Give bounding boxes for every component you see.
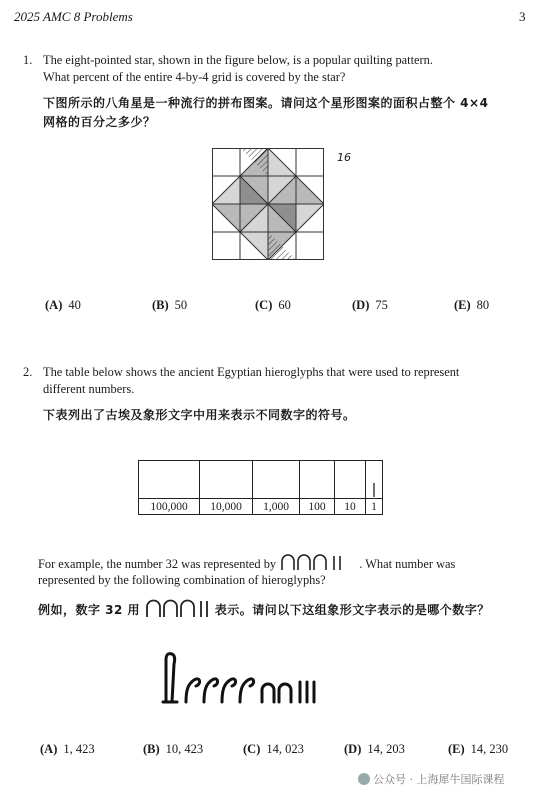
example-text-b: . What number was [359,557,456,571]
problem2-text-line2: different numbers. [43,382,135,396]
choice-value: 50 [174,298,188,312]
choice-label: (D) [344,742,362,756]
problem1-choice-d[interactable] [352,298,388,313]
choice-value: 10, 423 [165,742,204,756]
value-cell: 10,000 [200,499,253,515]
choice-value: 60 [278,298,291,312]
problem1-number: 1. [23,53,33,67]
choice-label: (B) [143,742,160,756]
problem1-zh [43,94,543,132]
choice-label: (E) [454,298,471,312]
problem1-text-line2: What percent of the entire 4-by-4 grid is covered by the star? [43,70,346,84]
hieroglyph-32-inline-icon [145,598,215,618]
hieroglyph-32-inline-icon [280,553,358,571]
value-cell: 1 [366,499,383,515]
choice-value: 75 [375,298,388,312]
problem2-number: 2. [23,365,33,379]
hieroglyph-symbol-row [139,461,383,499]
arch-glyph [279,684,291,702]
choice-value: 14, 230 [470,742,509,756]
problem1-text [43,52,543,86]
hieroglyph-table [138,460,383,515]
coil-glyph [204,679,218,702]
choice-value: 14, 023 [266,742,304,756]
choice-value: 14, 203 [367,742,405,756]
problem2-example-line2: represented by the following combination of hieroglyphs? [38,573,326,587]
value-cell: 1,000 [253,499,300,515]
problem2-choice-c[interactable] [243,742,304,757]
symbol-10000 [200,461,253,499]
problem1-text-line1: The eight-pointed star, shown in the figure below, is a popular quilting pattern. [43,53,433,67]
problem2-text [43,364,548,398]
choice-label: (B) [152,298,169,312]
symbol-100000 [139,461,200,499]
symbol-1 [366,461,383,499]
problem2-choice-b[interactable] [143,742,203,757]
eight-pointed-star-figure [212,148,324,260]
problem2-zh-example [38,598,490,620]
coil-glyph [240,679,254,702]
example-text-a: For example, the number 32 was represented by [38,557,277,571]
arch-glyph [262,684,274,702]
page-header-title: 2025 AMC 8 Problems [14,9,133,24]
symbol-1000 [253,461,300,499]
choice-label: (C) [243,742,261,756]
hieroglyph-combination-figure [158,650,358,706]
wechat-icon [358,773,370,785]
problem1-choice-a[interactable] [45,298,81,313]
choice-value: 1, 423 [63,742,95,756]
watermark-text: 公众号 · 上海犀牛国际课程 [373,773,505,786]
problem1-zh-line2: 网格的百分之多少？ [43,115,156,129]
symbol-10 [335,461,366,499]
hieroglyph-value-row [139,499,383,515]
finger-glyph [163,654,177,702]
choice-label: (A) [40,742,58,756]
problem2-choice-d[interactable] [344,742,405,757]
coil-glyph [222,679,236,702]
problem2-zh-line1: 下表列出了古埃及象形文字中用来表示不同数字的符号。 [43,408,356,422]
symbol-100 [300,461,335,499]
coil-glyph [186,679,200,702]
problem1-zh-line1: 下图所示的八角星是一种流行的拼布图案。请问这个星形图案的面积占整个 4×4 [43,96,489,110]
watermark [358,771,505,787]
stroke-glyph [372,483,376,497]
page-number: 3 [519,9,526,24]
value-cell: 100 [300,499,335,515]
problem2-example-line1 [38,553,455,573]
choice-label: (E) [448,742,465,756]
problem1-choice-e[interactable] [454,298,489,313]
zh-example-a: 例如，数字 32 用 [38,603,141,617]
choice-value: 80 [476,298,490,312]
handwritten-note: 16 [337,151,351,164]
problem1-choice-c[interactable] [255,298,291,313]
choice-value: 40 [68,298,81,312]
problem2-choice-e[interactable] [448,742,508,757]
choice-label: (D) [352,298,370,312]
problem1-choice-b[interactable] [152,298,187,313]
value-cell: 100,000 [139,499,200,515]
choice-label: (A) [45,298,63,312]
value-cell: 10 [335,499,366,515]
zh-example-b: 表示。请问以下这组象形文字表示的是哪个数字？ [214,603,490,617]
choice-label: (C) [255,298,273,312]
problem2-choice-a[interactable] [40,742,95,757]
problem2-text-line1: The table below shows the ancient Egyptian hieroglyphs that were used to represent [43,365,460,379]
